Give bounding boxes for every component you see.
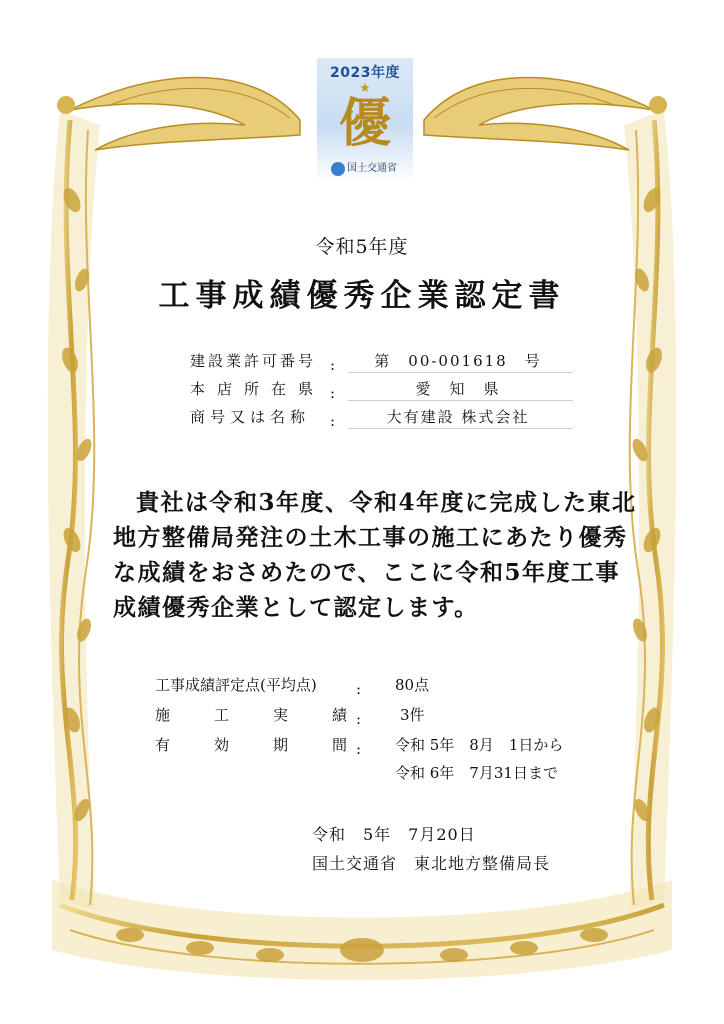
colon: : — [356, 710, 362, 728]
underline — [348, 400, 573, 401]
results-label-char: 績 — [331, 706, 347, 724]
score-label: 工事成績評定点(平均点) — [155, 676, 317, 694]
certificate-title: 工事成績優秀企業認定書 — [158, 278, 566, 314]
license-value: 第 00-001618 号 — [374, 352, 542, 370]
company-value: 大有建設 株式会社 — [386, 408, 530, 426]
body-line-1: 貴社は令和3年度、令和4年度に完成した東北 — [136, 489, 637, 516]
results-label-char: 施 — [155, 706, 171, 724]
validity-label-char: 効 — [213, 736, 229, 754]
results-label — [155, 704, 347, 725]
license-label: 建設業許可番号 — [190, 352, 317, 370]
body-line-4: 成績優秀企業として認定します。 — [113, 594, 479, 621]
validity-label — [155, 734, 347, 755]
validity-to: 令和 6年 7月31日まで — [395, 764, 558, 782]
license-row — [190, 350, 580, 374]
prefecture-value: 愛 知 県 — [415, 380, 501, 398]
colon: : — [356, 680, 362, 698]
badge-ministry: 国土交通省 — [347, 163, 397, 174]
badge-year: 2023年度 — [330, 65, 400, 81]
certificate-subtitle: 令和5年度 — [315, 236, 409, 258]
prefecture-row — [190, 378, 580, 402]
star-icon: ★ — [359, 81, 371, 96]
award-badge — [317, 58, 413, 182]
validity-from: 令和 5年 8月 1日から — [395, 736, 564, 754]
validity-label-char: 間 — [331, 736, 347, 754]
colon: : — [356, 740, 362, 758]
colon: : — [330, 412, 336, 430]
company-row — [190, 406, 580, 430]
results-label-char: 実 — [272, 706, 288, 724]
body-line-2: 地方整備局発注の土木工事の施工にあたり優秀 — [113, 524, 628, 551]
results-value: 3件 — [400, 706, 425, 724]
badge-kanji: 優 — [338, 93, 391, 154]
body-line-3: な成績をおさめたので、ここに令和5年度工事 — [113, 559, 621, 586]
issue-date: 令和 5年 7月20日 — [312, 825, 476, 844]
prefecture-label: 本店所在県 — [190, 380, 326, 398]
validity-label-char: 有 — [155, 736, 171, 754]
ministry-logo-icon — [331, 162, 345, 176]
underline — [348, 372, 573, 373]
company-label: 商号又は名称 — [190, 408, 311, 426]
colon: : — [330, 356, 336, 374]
underline — [348, 428, 573, 429]
colon: : — [330, 384, 336, 402]
results-label-char: 工 — [213, 706, 229, 724]
validity-label-char: 期 — [272, 736, 288, 754]
score-value: 80点 — [395, 676, 430, 694]
certificate-body — [113, 485, 637, 625]
issuer: 国土交通省 東北地方整備局長 — [312, 854, 551, 873]
